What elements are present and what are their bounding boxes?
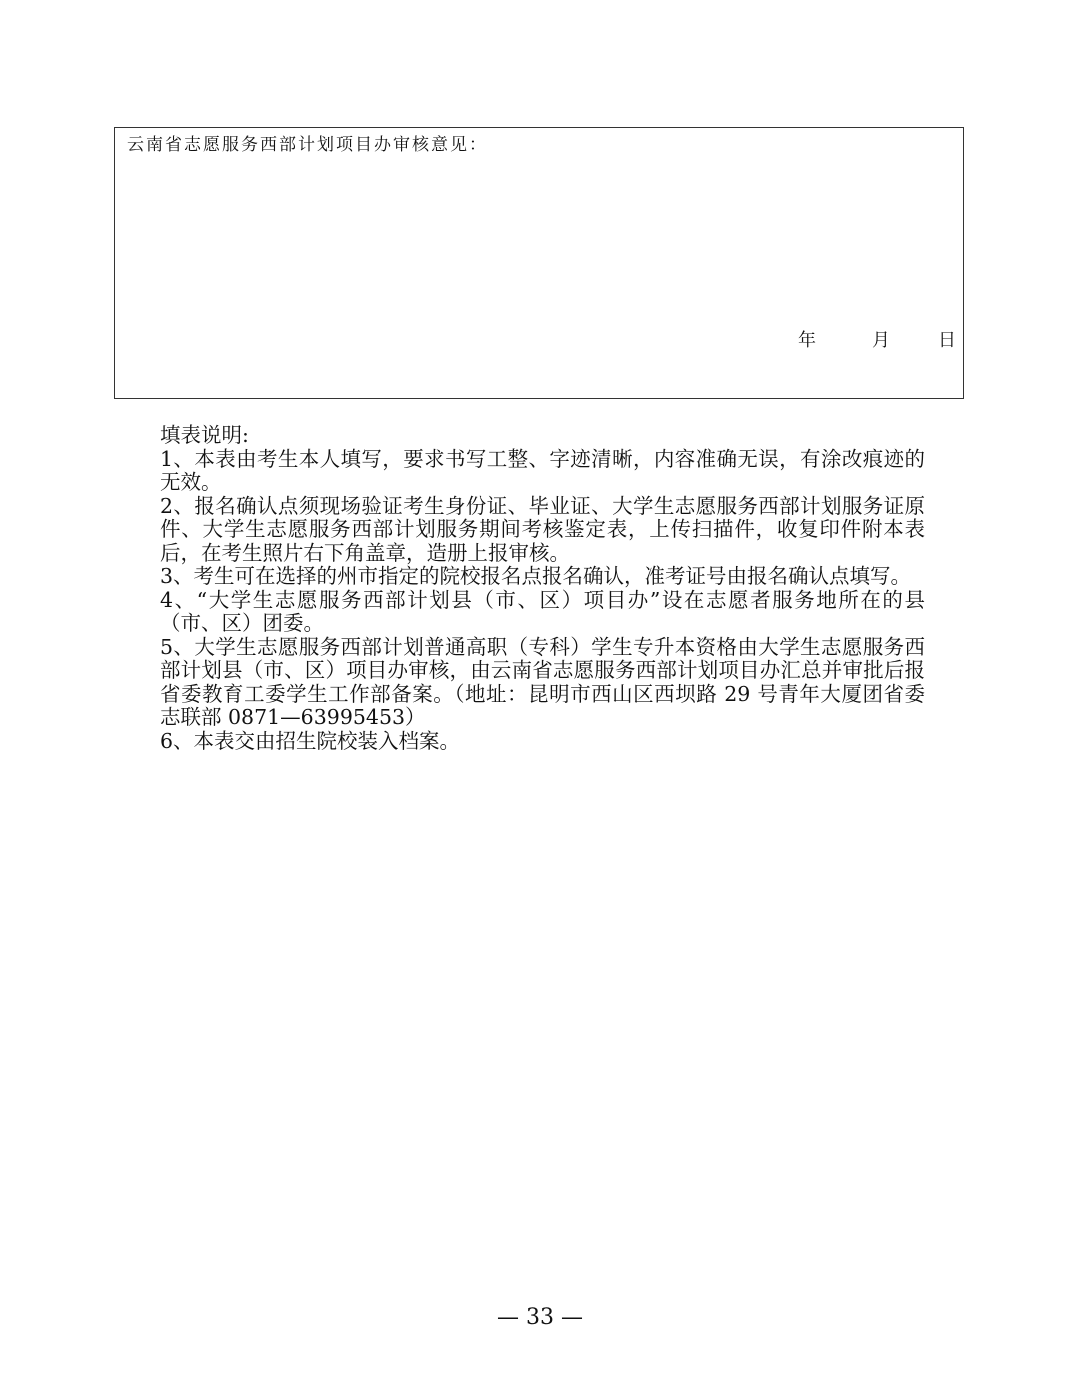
instruction-item: 6、本表交由招生院校装入档案。 [160,728,461,753]
date-month-label: 月 [872,330,890,351]
review-opinion-box [114,127,964,399]
review-opinion-title: 云南省志愿服务西部计划项目办审核意见： [127,135,488,155]
instruction-item: 1、本表由考生本人填写，要求书写工整、字迹清晰，内容准确无误，有涂改痕迹的无效。 [160,446,925,494]
instructions-heading: 填表说明: [160,423,249,447]
instruction-item: 3、考生可在选择的州市指定的院校报名点报名确认，准考证号由报名确认点填写。 [160,564,912,588]
page-number: — 33 — [497,1305,583,1330]
instruction-item: 4、“大学生志愿服务西部计划县（市、区）项目办”设在志愿者服务地所在的县（市、区）团委。 [160,587,925,635]
instruction-item: 2、报名确认点须现场验证考生身份证、毕业证、大学生志愿服务西部计划服务证原件、大学生志愿服务西部计划服务期间考核鉴定表，上传扫描件，收复印件附本表后，在考生照片右下角盖章，造册上报审核。 [160,493,925,565]
instruction-item: 5、大学生志愿服务西部计划普通高职（专科）学生专升本资格由大学生志愿服务西部计划县（市、区）项目办审核，由云南省志愿服务西部计划项目办汇总并审批后报省委教育工委学生工作部备案。（地址：昆明市西山区西坝路 29 号青年大厦团省委志联部 0871—63995453） [160,634,925,729]
filling-instructions [160,424,925,753]
date-year-label: 年 [798,330,816,351]
date-day-label: 日 [938,330,956,351]
